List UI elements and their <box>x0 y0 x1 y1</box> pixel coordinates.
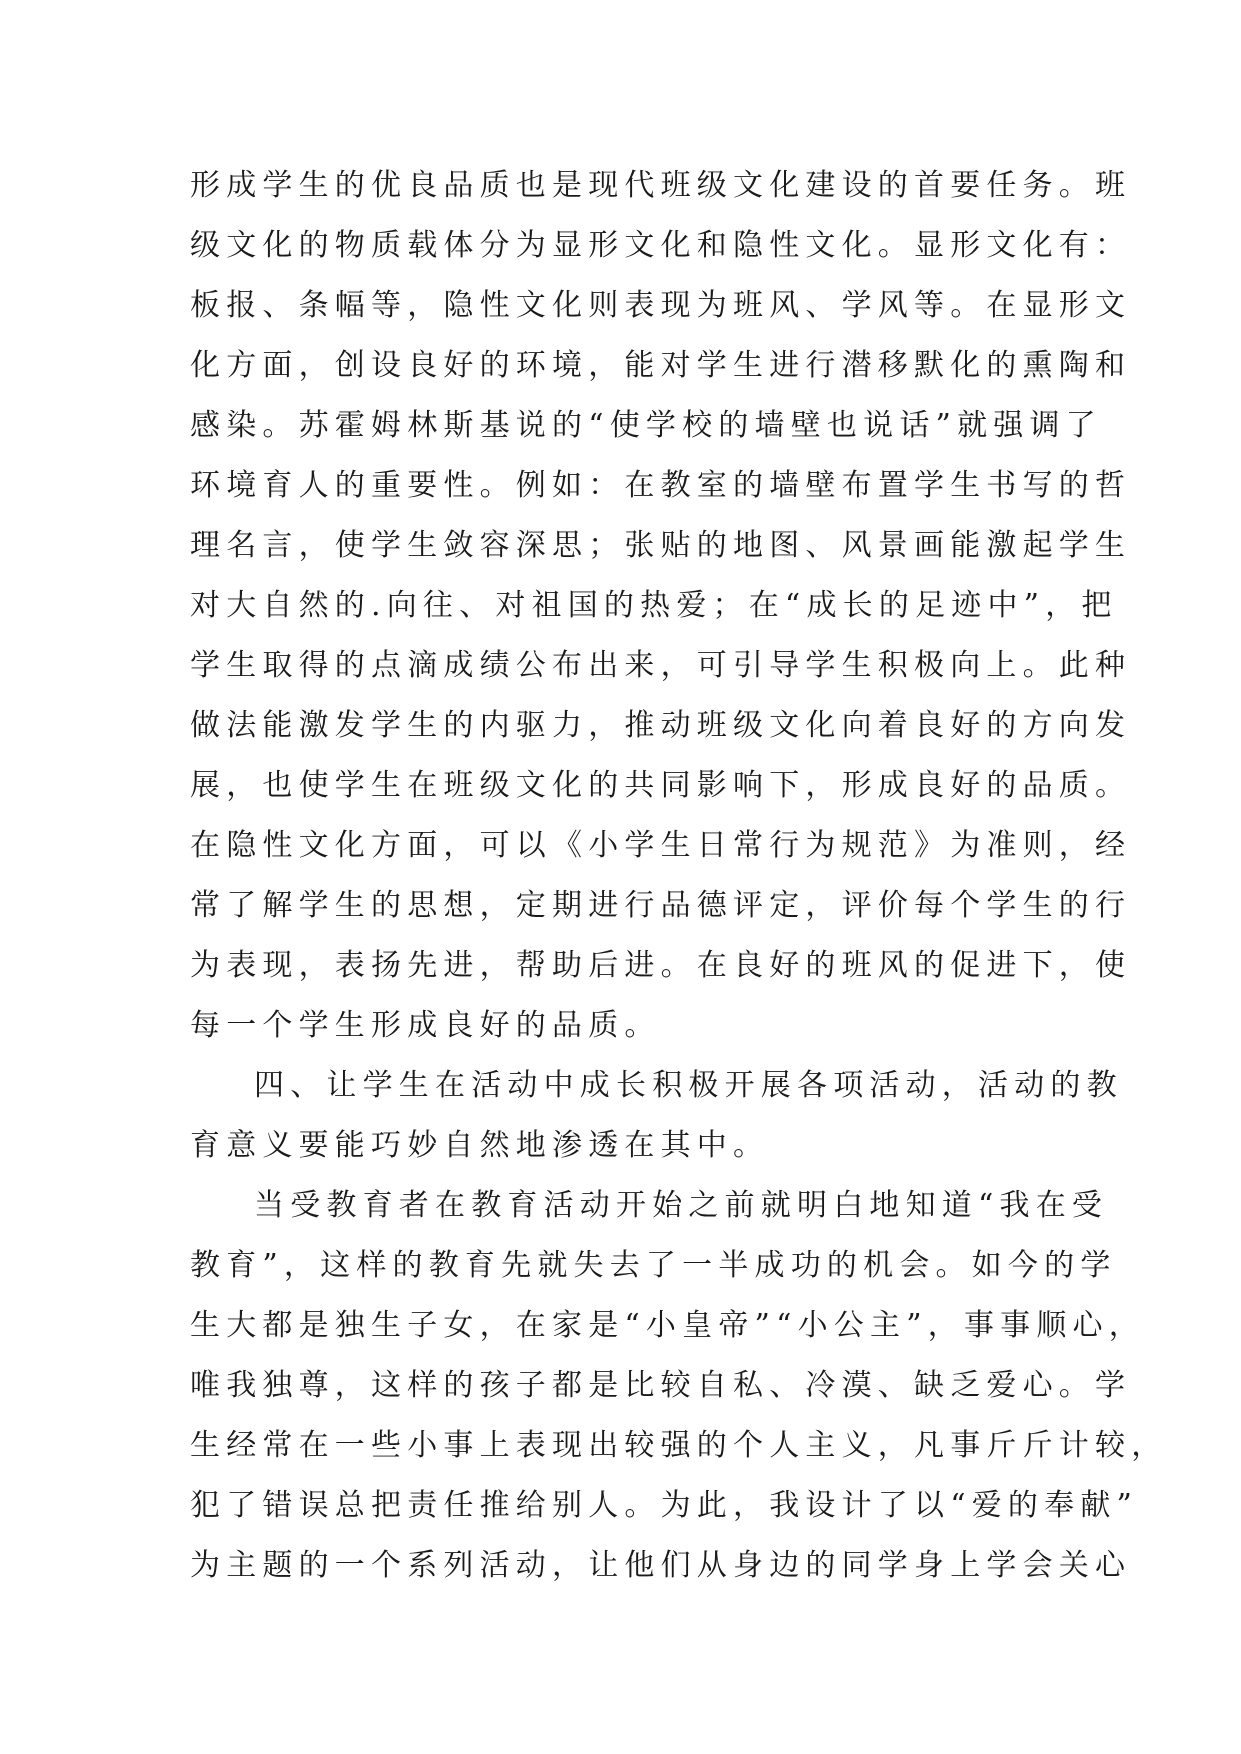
text-line: 每一个学生形成良好的品质。 <box>190 1008 661 1043</box>
text-line: 生经常在一些小事上表现出较强的个人主义，凡事斤斤计较， <box>190 1428 1168 1463</box>
text-line: 化方面，创设良好的环境，能对学生进行潜移默化的熏陶和 <box>190 348 1132 383</box>
text-line: 为主题的一个系列活动，让他们从身边的同学身上学会关心 <box>190 1548 1132 1583</box>
text-line: 唯我独尊，这样的孩子都是比较自私、冷漠、缺乏爱心。学 <box>190 1368 1132 1403</box>
text-line: 形成学生的优良品质也是现代班级文化建设的首要任务。班 <box>190 168 1132 203</box>
text-line: 板报、条幅等，隐性文化则表现为班风、学风等。在显形文 <box>190 288 1132 323</box>
text-line: 展，也使学生在班级文化的共同影响下，形成良好的品质。 <box>190 768 1132 803</box>
text-line: 为表现，表扬先进，帮助后进。在良好的班风的促进下，使 <box>190 948 1132 983</box>
text-line: 教育”，这样的教育先就失去了一半成功的机会。如今的学 <box>190 1248 1117 1283</box>
text-line: 生大都是独生子女，在家是“小皇帝”“小公主”，事事顺心， <box>190 1308 1145 1343</box>
text-line: 常了解学生的思想，定期进行品德评定，评价每个学生的行 <box>190 888 1132 923</box>
text-line: 犯了错误总把责任推给别人。为此，我设计了以“爱的奉献” <box>190 1488 1139 1523</box>
text-line: 育意义要能巧妙自然地渗透在其中。 <box>190 1128 770 1163</box>
text-line: 级文化的物质载体分为显形文化和隐性文化。显形文化有： <box>190 228 1132 263</box>
paragraph-start-line: 四、让学生在活动中成长积极开展各项活动，活动的教 <box>254 1068 1123 1103</box>
text-line: 在隐性文化方面，可以《小学生日常行为规范》为准则，经 <box>190 828 1132 863</box>
text-line: 理名言，使学生敛容深思；张贴的地图、风景画能激起学生 <box>190 528 1132 563</box>
text-line: 感染。苏霍姆林斯基说的“使学校的墙壁也说话”就强调了 <box>190 408 1102 443</box>
text-line: 学生取得的点滴成绩公布出来，可引导学生积极向上。此种 <box>190 648 1132 683</box>
text-line: 做法能激发学生的内驱力，推动班级文化向着良好的方向发 <box>190 708 1132 743</box>
text-line: 环境育人的重要性。例如：在教室的墙壁布置学生书写的哲 <box>190 468 1132 503</box>
paragraph-start-line: 当受教育者在教育活动开始之前就明白地知道“我在受 <box>254 1188 1109 1223</box>
text-line: 对大自然的.向往、对祖国的热爱；在“成长的足迹中”，把 <box>190 588 1118 623</box>
